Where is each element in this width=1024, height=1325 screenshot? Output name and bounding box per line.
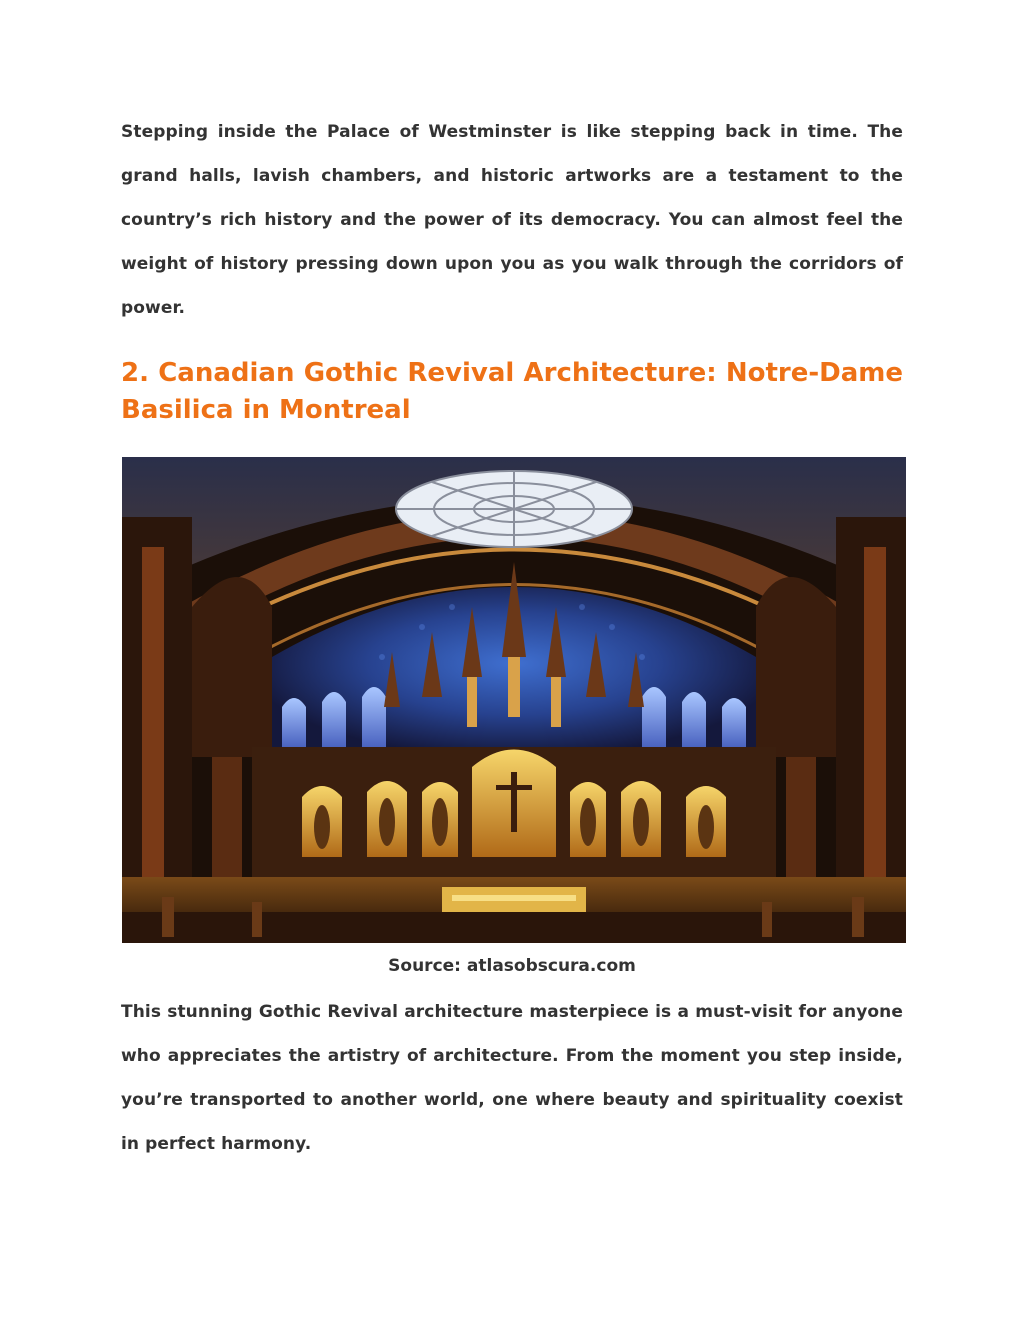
body-paragraph-description: This stunning Gothic Revival architecture masterpiece is a must-visit for anyone who appreciates the artistry of architecture. From the moment you step inside, you’re transported to another world, one where beauty and spirituality coexist in perfect harmony. bbox=[121, 1002, 903, 1154]
image-caption: Source: atlasobscura.com bbox=[388, 956, 636, 976]
basilica-interior-photo bbox=[122, 457, 906, 943]
section-heading: 2. Canadian Gothic Revival Architecture: Notre-Dame Basilica in Montreal bbox=[121, 358, 903, 425]
body-paragraph-intro: Stepping inside the Palace of Westminster is like stepping back in time. The grand halls, lavish chambers, and historic artworks are a testament to the country’s rich history and the power of its democracy. You can almost feel the weight of history pressing down upon you as you walk through the corridors of power. bbox=[121, 122, 903, 318]
